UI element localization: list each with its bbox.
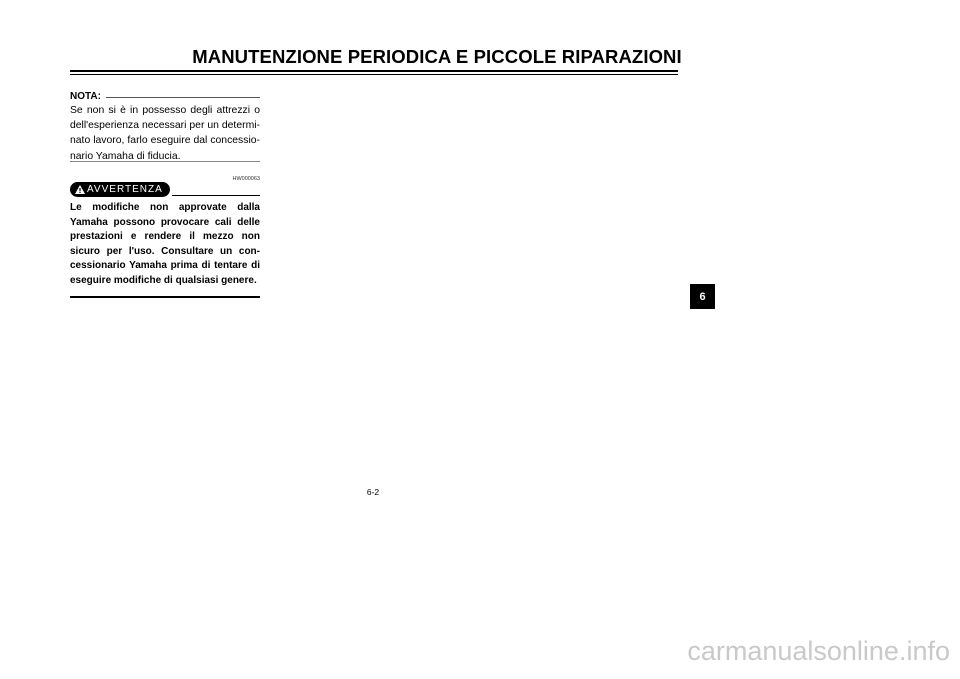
title-rule-thin	[70, 74, 678, 75]
note-text: Se non si è in possesso degli attrezzi o dell'esperienza necessari per un determi-nato lavoro, farlo eseguire dal concessio-nario Yamaha di fiducia.	[70, 105, 260, 162]
warning-badge	[70, 182, 170, 197]
title-rule-thick	[70, 70, 678, 72]
watermark: carmanualsonline.info	[687, 636, 950, 666]
warning-header-rule	[172, 195, 260, 196]
page-number: 6-2	[366, 487, 380, 497]
note-end-rule	[70, 161, 260, 162]
warning-text: Le modifiche non approvate dalla Yamaha possono provocare cali delle prestazioni e rendere il mezzo non sicuro per l'uso. Consultare un con-cessionario Yamaha prima di tentare di eseguire modifiche di qualsiasi genere.	[70, 202, 260, 286]
warning-triangle-icon	[75, 185, 85, 194]
note-header-rule	[106, 97, 260, 98]
warning-label: AVVERTENZA	[87, 184, 163, 195]
warning-end-rule	[70, 296, 260, 298]
note-label: NOTA:	[70, 91, 101, 102]
chapter-tab: 6	[690, 284, 715, 309]
page-title: MANUTENZIONE PERIODICA E PICCOLE RIPARAZIONI	[192, 46, 682, 67]
warning-code: HW000063	[232, 176, 260, 182]
